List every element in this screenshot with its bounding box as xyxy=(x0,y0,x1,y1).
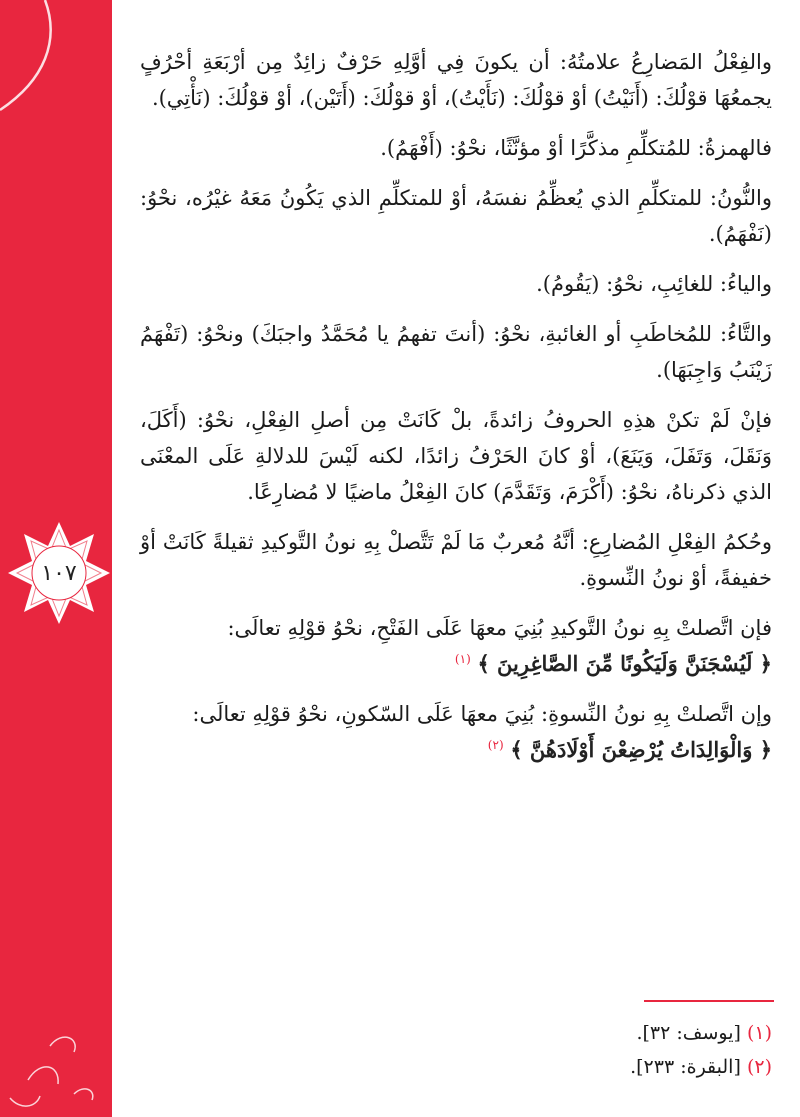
footnote-text: [البقرة: ٢٣٣]. xyxy=(630,1056,741,1078)
footnote-number: (٢) xyxy=(746,1056,772,1078)
paragraph-tawkeed: فإن اتَّصلتْ بِهِ نونُ التَّوكيدِ بُنِيَ معهَا عَلَى الفَتْحِ، نحْوُ قوْلِهِ تعالَى: xyxy=(227,616,772,640)
paragraph-niswa: وإن اتَّصلتْ بِهِ نونُ النِّسوةِ: بُنِيَ معهَا عَلَى السّكونِ، نحْوُ قوْلِهِ تعالَى: xyxy=(192,702,772,726)
page-number: ١٠٧ xyxy=(41,560,77,586)
quran-verse-2 xyxy=(140,732,772,768)
main-text xyxy=(140,44,772,782)
page-number-badge xyxy=(6,520,112,626)
footnotes xyxy=(400,1016,772,1084)
page-side-band xyxy=(0,0,112,1117)
paragraph-exception: فإنْ لَمْ تكنْ هذِهِ الحروفُ زائدةً، بلْ كَانَتْ مِن أصلِ الفِعْلِ، نحْوُ: (أَكَلَ، وَنَقَلَ، وَتَفَلَ، وَيَنَعَ)، أوْ كانَ الحَرْفُ زائدًا، لكنه لَيْسَ للدلالةِ عَلَى المعْنَى الذي ذكرناهُ، نحْوُ: (أَكْرَمَ، وَتَقَدَّمَ) كانَ الفِعْلُ ماضيًا لا مُضارِعًا. xyxy=(140,408,772,504)
footnote-2 xyxy=(400,1050,772,1084)
footnote-number: (١) xyxy=(746,1022,772,1044)
paragraph-taa: والتَّاءُ: للمُخاطَبِ أو الغائبةِ، نحْوُ: (أنتَ تفهمُ يا مُحَمَّدُ واجبَكَ) ونحْوُ: (تَفْهَمُ زَيْنَبُ وَاجِبَهَا). xyxy=(140,322,772,382)
footnote-divider xyxy=(644,1000,774,1002)
paragraph-rule: وحُكمُ الفِعْلِ المُضارِعِ: أنَّهُ مُعربٌ مَا لَمْ تَتَّصلْ بِهِ نونُ التَّوكيدِ ثقيلةً كَانَتْ أوْ خفيفةً، أوْ نونُ النِّسوةِ. xyxy=(140,530,772,590)
paragraph-noon: والنُّونُ: للمتكلِّمِ الذي يُعظِّمُ نفسَهُ، أوْ للمتكلِّمِ الذي يَكُونُ مَعَهُ غيْرُه، نحْوُ: (نَفْهَمُ). xyxy=(140,186,772,246)
paragraph-yaa: والياءُ: للغائِبِ، نحْوُ: (يَقُومُ). xyxy=(536,272,772,296)
footnote-1 xyxy=(400,1016,772,1050)
footnote-text: [يوسف: ٣٢]. xyxy=(636,1022,741,1044)
paragraph-definition: والفِعْلُ المَضارِعُ علامتُهُ: أن يكونَ فِي أوَّلِهِ حَرْفٌ زائِدٌ مِن أرْبَعَةِ أحْرُفٍ يجمعُهَا قوْلُكَ: (أَنَيْتُ) أوْ قوْلُكَ: (نَأَيْتُ)، أوْ قوْلُكَ: (أَتَيْن)، أوْ قوْلُكَ: (نَأْتِي). xyxy=(140,50,772,110)
footnote-mark: (٢) xyxy=(487,738,504,752)
quran-text: ﴿ وَالْوَالِدَاتُ يُرْضِعْنَ أَوْلَادَهُنَّ ﴾ xyxy=(510,737,772,762)
quran-text: ﴿ لَيُسْجَنَنَّ وَلَيَكُونًا مِّنَ الصَّاغِرِينَ ﴾ xyxy=(477,651,772,676)
footnote-mark: (١) xyxy=(454,652,471,666)
paragraph-hamza: فالهمزةُ: للمُتكلِّمِ مذكَّرًا أوْ مؤنَّثًا، نحْوُ: (أَفْهَمُ). xyxy=(380,136,772,160)
quran-verse-1 xyxy=(140,646,772,682)
